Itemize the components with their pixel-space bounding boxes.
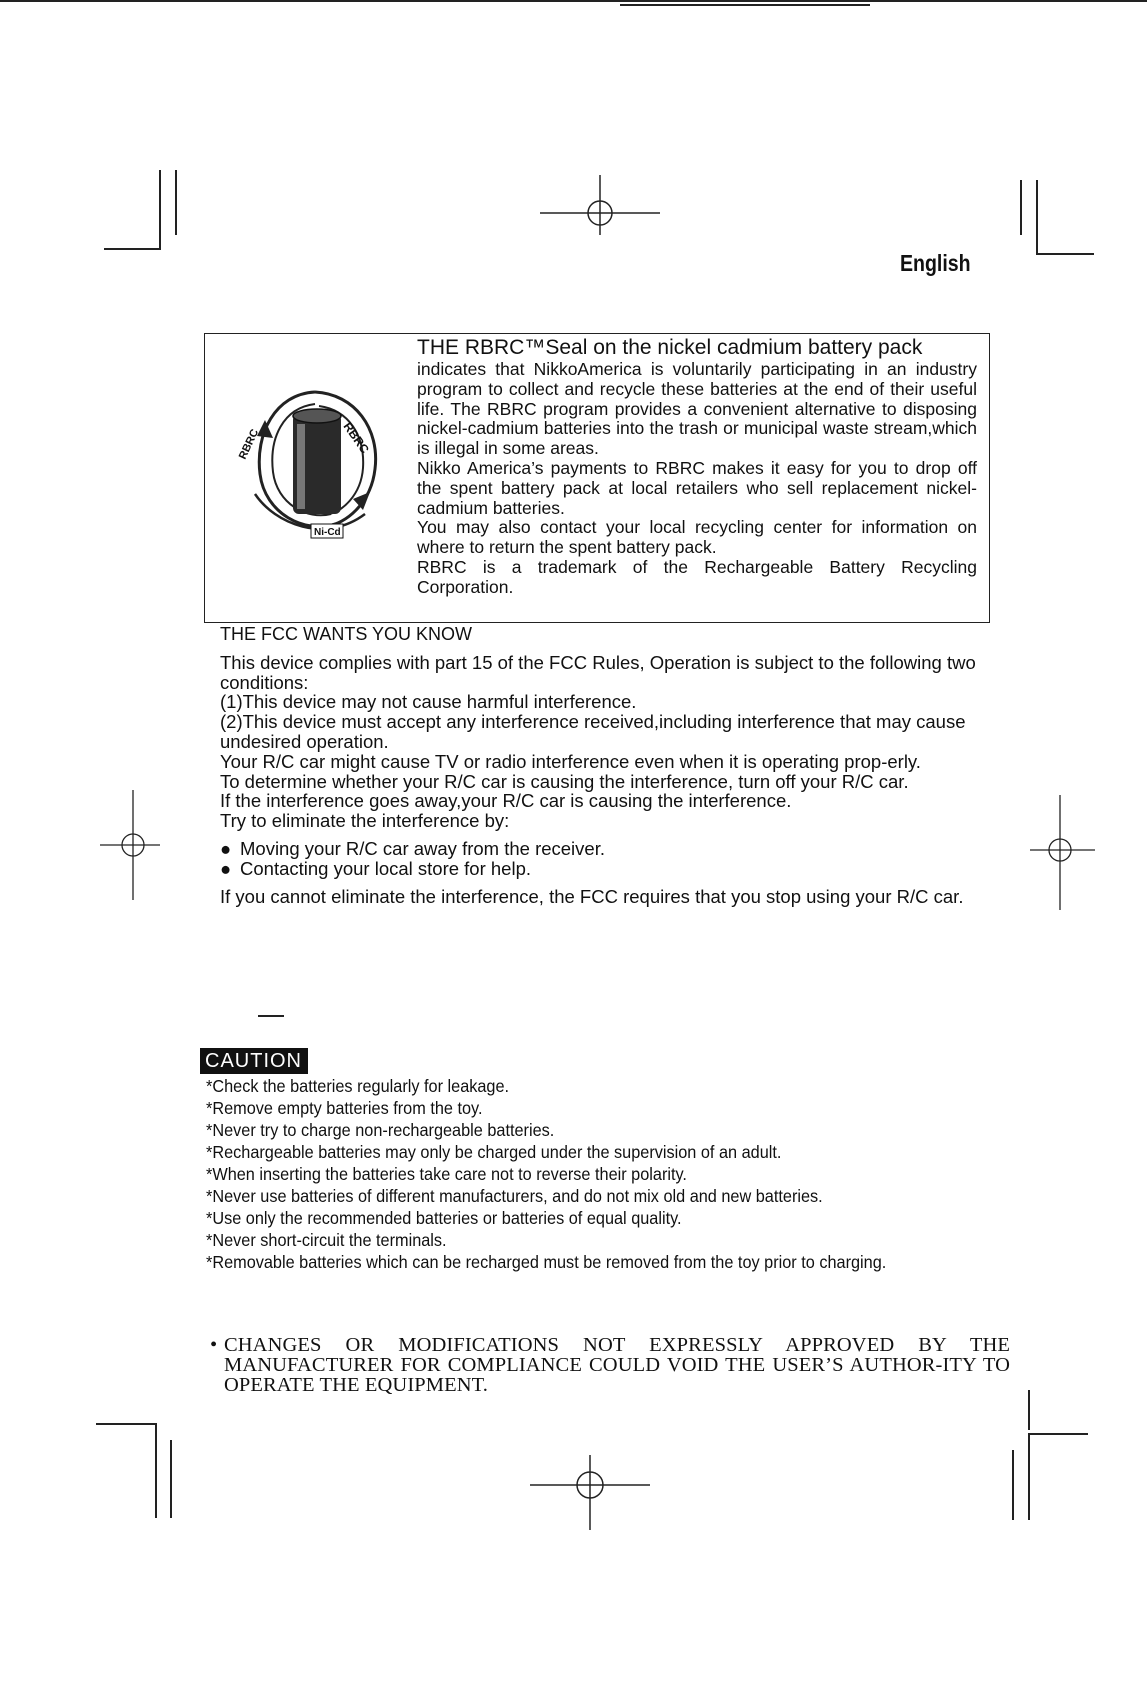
top-edge-mark <box>620 4 870 6</box>
bullet-icon: • <box>210 1334 218 1356</box>
fcc-section <box>220 625 990 906</box>
short-dash <box>258 1015 284 1017</box>
list-item-text: Contacting your local store for help. <box>240 857 532 879</box>
crop-mark <box>96 1423 156 1425</box>
caution-item: *Remove empty batteries from the toy. <box>206 1098 483 1118</box>
fcc-closing: If you cannot eliminate the interference, the FCC requires that you stop using your R/C car. <box>220 885 964 907</box>
caution-item: *Rechargeable batteries may only be charged under the supervision of an adult. <box>206 1142 782 1162</box>
caution-badge: CAUTION <box>200 1048 308 1074</box>
crop-mark <box>1012 1450 1014 1520</box>
fcc-paragraph: Try to eliminate the interference by: <box>220 810 510 832</box>
caution-item: *Never try to charge non-rechargeable batteries. <box>206 1120 555 1140</box>
fcc-paragraph: This device complies with part 15 of the FCC Rules, Operation is subject to the following two conditions: <box>220 651 976 693</box>
crop-mark <box>159 170 161 250</box>
rbrc-paragraph: You may also contact your local recycling center for information on where to return the spent battery pack. <box>417 517 977 558</box>
top-edge-line <box>0 0 1147 2</box>
list-item <box>220 839 990 859</box>
caution-item: *Never use batteries of different manufacturers, and do not mix old and new batteries. <box>206 1186 823 1206</box>
modifications-notice <box>210 1335 1010 1395</box>
caution-item: *Check the batteries regularly for leakage. <box>206 1076 510 1096</box>
rbrc-paragraph: indicates that NikkoAmerica is voluntarily participating in an industry program to collect and recycle these batteries at the end of their useful life. The RBRC program provides a convenient alternative to disposing nickel-cadmium batteries into the trash or municipal waste stream,which is illegal in some areas. <box>417 359 977 459</box>
registration-mark-icon <box>530 1455 650 1530</box>
rbrc-notice-box <box>204 333 990 623</box>
caution-list <box>206 1075 950 1273</box>
registration-mark-icon <box>540 175 660 235</box>
fcc-condition: (1)This device may not cause harmful interference. <box>220 691 637 713</box>
language-label: English <box>900 250 971 276</box>
crop-mark <box>1036 180 1038 254</box>
crop-mark <box>1028 1390 1030 1430</box>
rbrc-paragraph: Nikko America’s payments to RBRC makes it easy for you to drop off the spent battery pack at local retailers who sell replacement nickel-cadmium batteries. <box>417 457 977 518</box>
rbrc-paragraph: RBRC is a trademark of the Rechargeable Battery Recycling Corporation. <box>417 556 977 597</box>
fcc-paragraph: If the interference goes away,your R/C car is causing the interference. <box>220 790 792 812</box>
fcc-paragraph: Your R/C car might cause TV or radio interference even when it is operating prop-erly. <box>220 750 921 772</box>
caution-item: *Never short-circuit the terminals. <box>206 1230 447 1250</box>
caution-item: *When inserting the batteries take care not to reverse their polarity. <box>206 1164 687 1184</box>
list-item-text: Moving your R/C car away from the receiver. <box>240 837 605 859</box>
bullet-icon: ● <box>220 857 232 879</box>
crop-mark <box>175 170 177 235</box>
fcc-title: THE FCC WANTS YOU KNOW <box>220 624 472 644</box>
fcc-bullet-list <box>220 839 990 879</box>
crop-mark <box>1028 1433 1088 1435</box>
crop-mark <box>170 1440 172 1518</box>
modifications-notice-text: CHANGES OR MODIFICATIONS NOT EXPRESSLY APPROVED BY THE MANUFACTURER FOR COMPLIANCE COULD VOID THE USER’S AUTHOR-ITY TO OPERATE THE EQUIPMENT. <box>224 1334 1010 1396</box>
crop-mark <box>1036 253 1094 255</box>
fcc-condition: (2)This device must accept any interference received,including interference that may cause undesired operation. <box>220 711 966 752</box>
rbrc-logo-text: RBRC <box>340 419 372 457</box>
caution-item: *Use only the recommended batteries or batteries of equal quality. <box>206 1208 682 1228</box>
nicd-logo-text: Ni-Cd <box>314 527 341 538</box>
fcc-paragraph: To determine whether your R/C car is causing the interference, turn off your R/C car. <box>220 770 909 792</box>
crop-mark <box>1020 180 1022 235</box>
list-item <box>220 859 990 879</box>
registration-mark-icon <box>100 790 160 900</box>
caution-item: *Removable batteries which can be recharged must be removed from the toy prior to charging. <box>206 1252 887 1272</box>
registration-mark-icon <box>1030 795 1095 910</box>
bullet-icon: ● <box>220 837 232 859</box>
rbrc-text-block <box>417 336 977 598</box>
rbrc-logo-text: RBRC <box>236 427 262 462</box>
crop-mark <box>1028 1433 1030 1520</box>
crop-mark <box>104 248 160 250</box>
rbrc-battery-recycling-seal-icon <box>235 374 395 549</box>
rbrc-heading: THE RBRC™Seal on the nickel cadmium battery pack <box>417 336 923 359</box>
crop-mark <box>155 1423 157 1518</box>
